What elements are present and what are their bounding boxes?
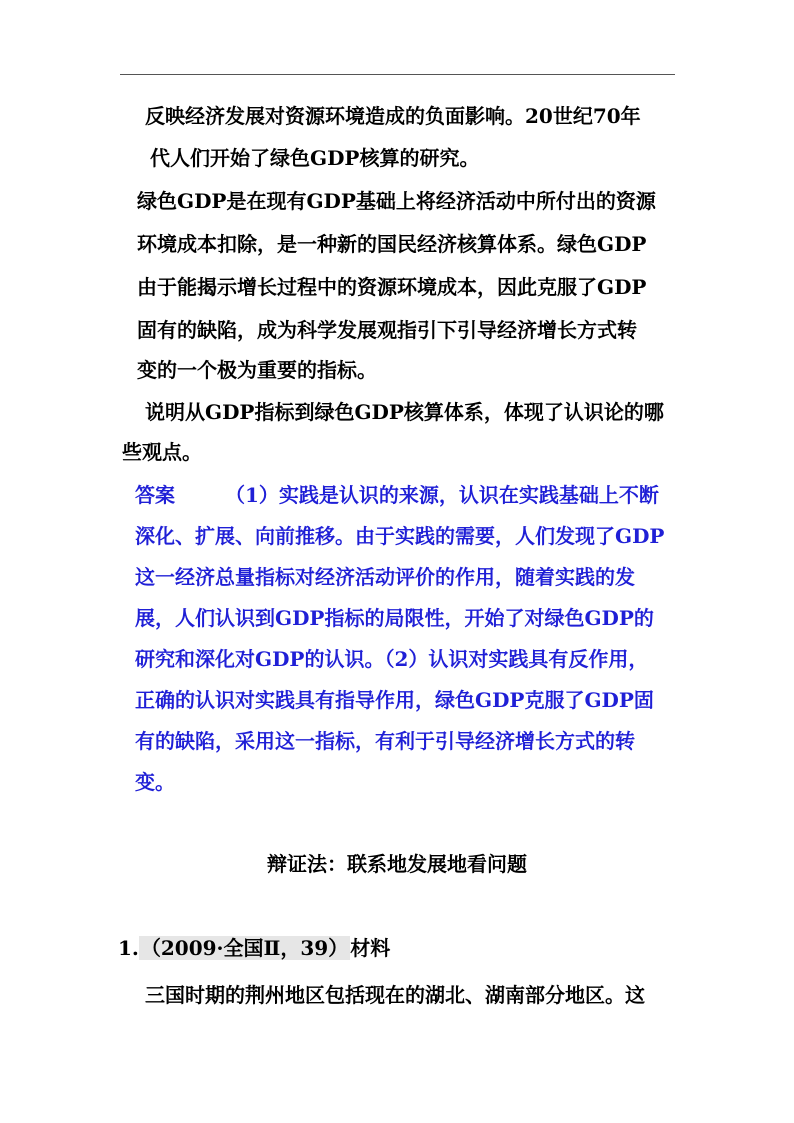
item1-label: 材料 xyxy=(350,936,391,960)
item1-source: （2009·全国Ⅱ，39） xyxy=(140,936,349,960)
answer-line-3: 这一经济总量指标对经济活动评价的作用，随着实践的发 xyxy=(135,565,635,589)
answer-line-8: 变。 xyxy=(135,770,175,794)
question-line-2: 些观点。 xyxy=(122,440,202,464)
para2-line-2: 环境成本扣除，是一种新的国民经济核算体系。绿色GDP xyxy=(137,232,647,256)
answer-line-4: 展，人们认识到GDP指标的局限性，开始了对绿色GDP的 xyxy=(135,606,654,630)
header-rule xyxy=(120,74,675,75)
answer-line-1 xyxy=(135,481,659,509)
answer-line-6: 正确的认识对实践具有指导作用，绿色GDP克服了GDP固 xyxy=(135,688,654,712)
answer-line-7: 有的缺陷，采用这一指标，有利于引导经济增长方式的转 xyxy=(135,729,635,753)
section-title: 辩证法：联系地发展地看问题 xyxy=(267,852,527,876)
item1-number: 1. xyxy=(118,936,139,960)
para2-line-3: 由于能揭示增长过程中的资源环境成本，因此克服了GDP xyxy=(137,275,647,299)
item1-line-1: 三国时期的荆州地区包括现在的湖北、湖南部分地区。这 xyxy=(145,983,645,1007)
answer-line-5: 研究和深化对GDP的认识。（2）认识对实践具有反作用， xyxy=(135,647,649,671)
para1-line-2: 代人们开始了绿色GDP核算的研究。 xyxy=(150,146,480,170)
item1-heading xyxy=(118,934,390,962)
para1-line-1: 反映经济发展对资源环境造成的负面影响。20世纪70年 xyxy=(145,104,641,128)
para2-line-5: 变的一个极为重要的指标。 xyxy=(137,358,377,382)
para2-line-4: 固有的缺陷，成为科学发展观指引下引导经济增长方式转 xyxy=(137,318,637,342)
answer-label: 答案 xyxy=(135,483,175,507)
question-line-1: 说明从GDP指标到绿色GDP核算体系，体现了认识论的哪 xyxy=(145,400,664,424)
answer-text-1: （1）实践是认识的来源，认识在实践基础上不断 xyxy=(225,483,659,507)
answer-line-2: 深化、扩展、向前推移。由于实践的需要，人们发现了GDP xyxy=(135,524,665,548)
para2-line-1: 绿色GDP是在现有GDP基础上将经济活动中所付出的资源 xyxy=(137,189,656,213)
